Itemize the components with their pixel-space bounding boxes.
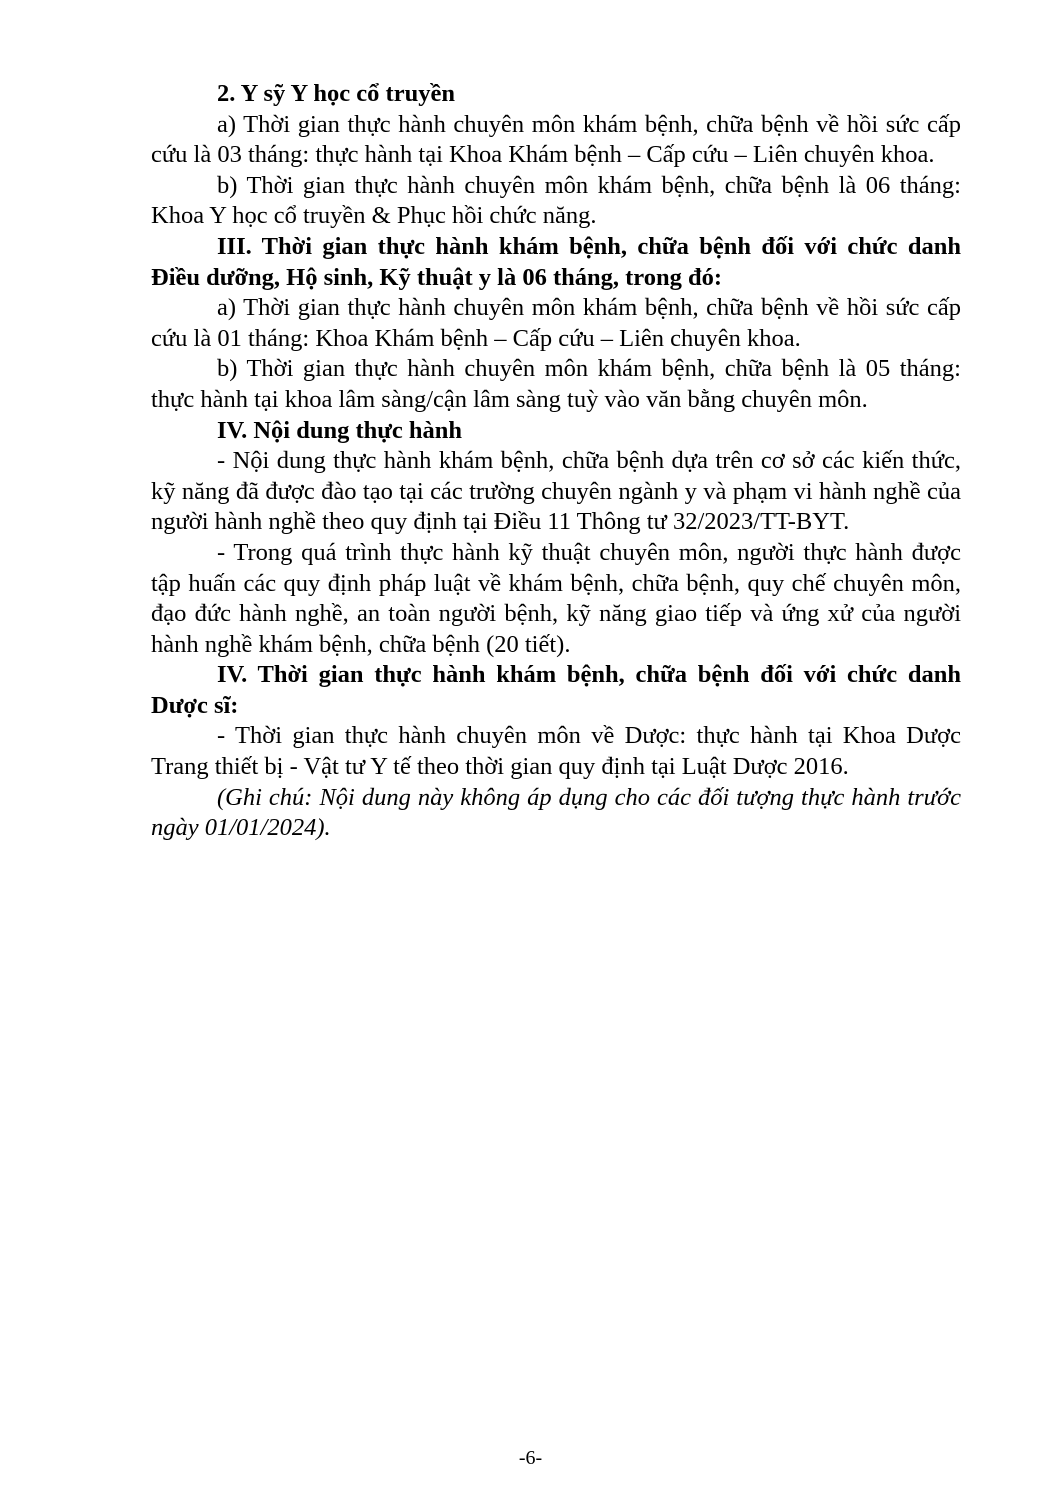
note-paragraph: (Ghi chú: Nội dung này không áp dụng cho các đối tượng thực hành trước ngày 01/01/2024). — [151, 783, 961, 842]
document-body — [151, 79, 961, 844]
section-3-paragraph-a: a) Thời gian thực hành chuyên môn khám bệnh, chữa bệnh về hồi sức cấp cứu là 01 tháng: Khoa Khám bệnh – Cấp cứu – Liên chuyên khoa. — [151, 294, 961, 352]
page-number: -6- — [518, 1447, 543, 1469]
section-2-paragraph-a: a) Thời gian thực hành chuyên môn khám bệnh, chữa bệnh về hồi sức cấp cứu là 03 tháng: thực hành tại Khoa Khám bệnh – Cấp cứu – Liên chuyên khoa. — [151, 110, 961, 169]
section-4-item-1: - Nội dung thực hành khám bệnh, chữa bệnh dựa trên cơ sở các kiến thức, kỹ năng đã được đào tạo tại các trường chuyên ngành y và phạm vi hành nghề của người hành nghề theo quy định tại Điều 11 Thông tư 32/2023/TT-BYT. — [151, 447, 961, 536]
section-5-item-1: - Thời gian thực hành chuyên môn về Dược: thực hành tại Khoa Dược Trang thiết bị - Vật tư Y tế theo thời gian quy định tại Luật Dược 2016. — [151, 722, 961, 781]
section-2-paragraph-b: b) Thời gian thực hành chuyên môn khám bệnh, chữa bệnh là 06 tháng: Khoa Y học cổ truyền & Phục hồi chức năng. — [151, 171, 961, 230]
section-4-heading: IV. Nội dung thực hành — [217, 416, 463, 444]
section-5-heading: IV. Thời gian thực hành khám bệnh, chữa bệnh đối với chức danh Dược sĩ: — [151, 661, 961, 719]
section-3-heading: III. Thời gian thực hành khám bệnh, chữa bệnh đối với chức danh Điều dưỡng, Hộ sinh, Kỹ thuật y là 06 tháng, trong đó: — [151, 232, 961, 291]
section-2-heading: 2. Y sỹ Y học cổ truyền — [217, 80, 455, 107]
section-3-paragraph-b: b) Thời gian thực hành chuyên môn khám bệnh, chữa bệnh là 05 tháng: thực hành tại khoa lâm sàng/cận lâm sàng tuỳ vào văn bằng chuyên môn. — [151, 355, 961, 413]
section-4-item-2: - Trong quá trình thực hành kỹ thuật chuyên môn, người thực hành được tập huấn các quy định pháp luật về khám bệnh, chữa bệnh, quy chế chuyên môn, đạo đức hành nghề, an toàn người bệnh, kỹ năng giao tiếp và ứng xử của người hành nghề khám bệnh, chữa bệnh (20 tiết). — [151, 538, 961, 658]
